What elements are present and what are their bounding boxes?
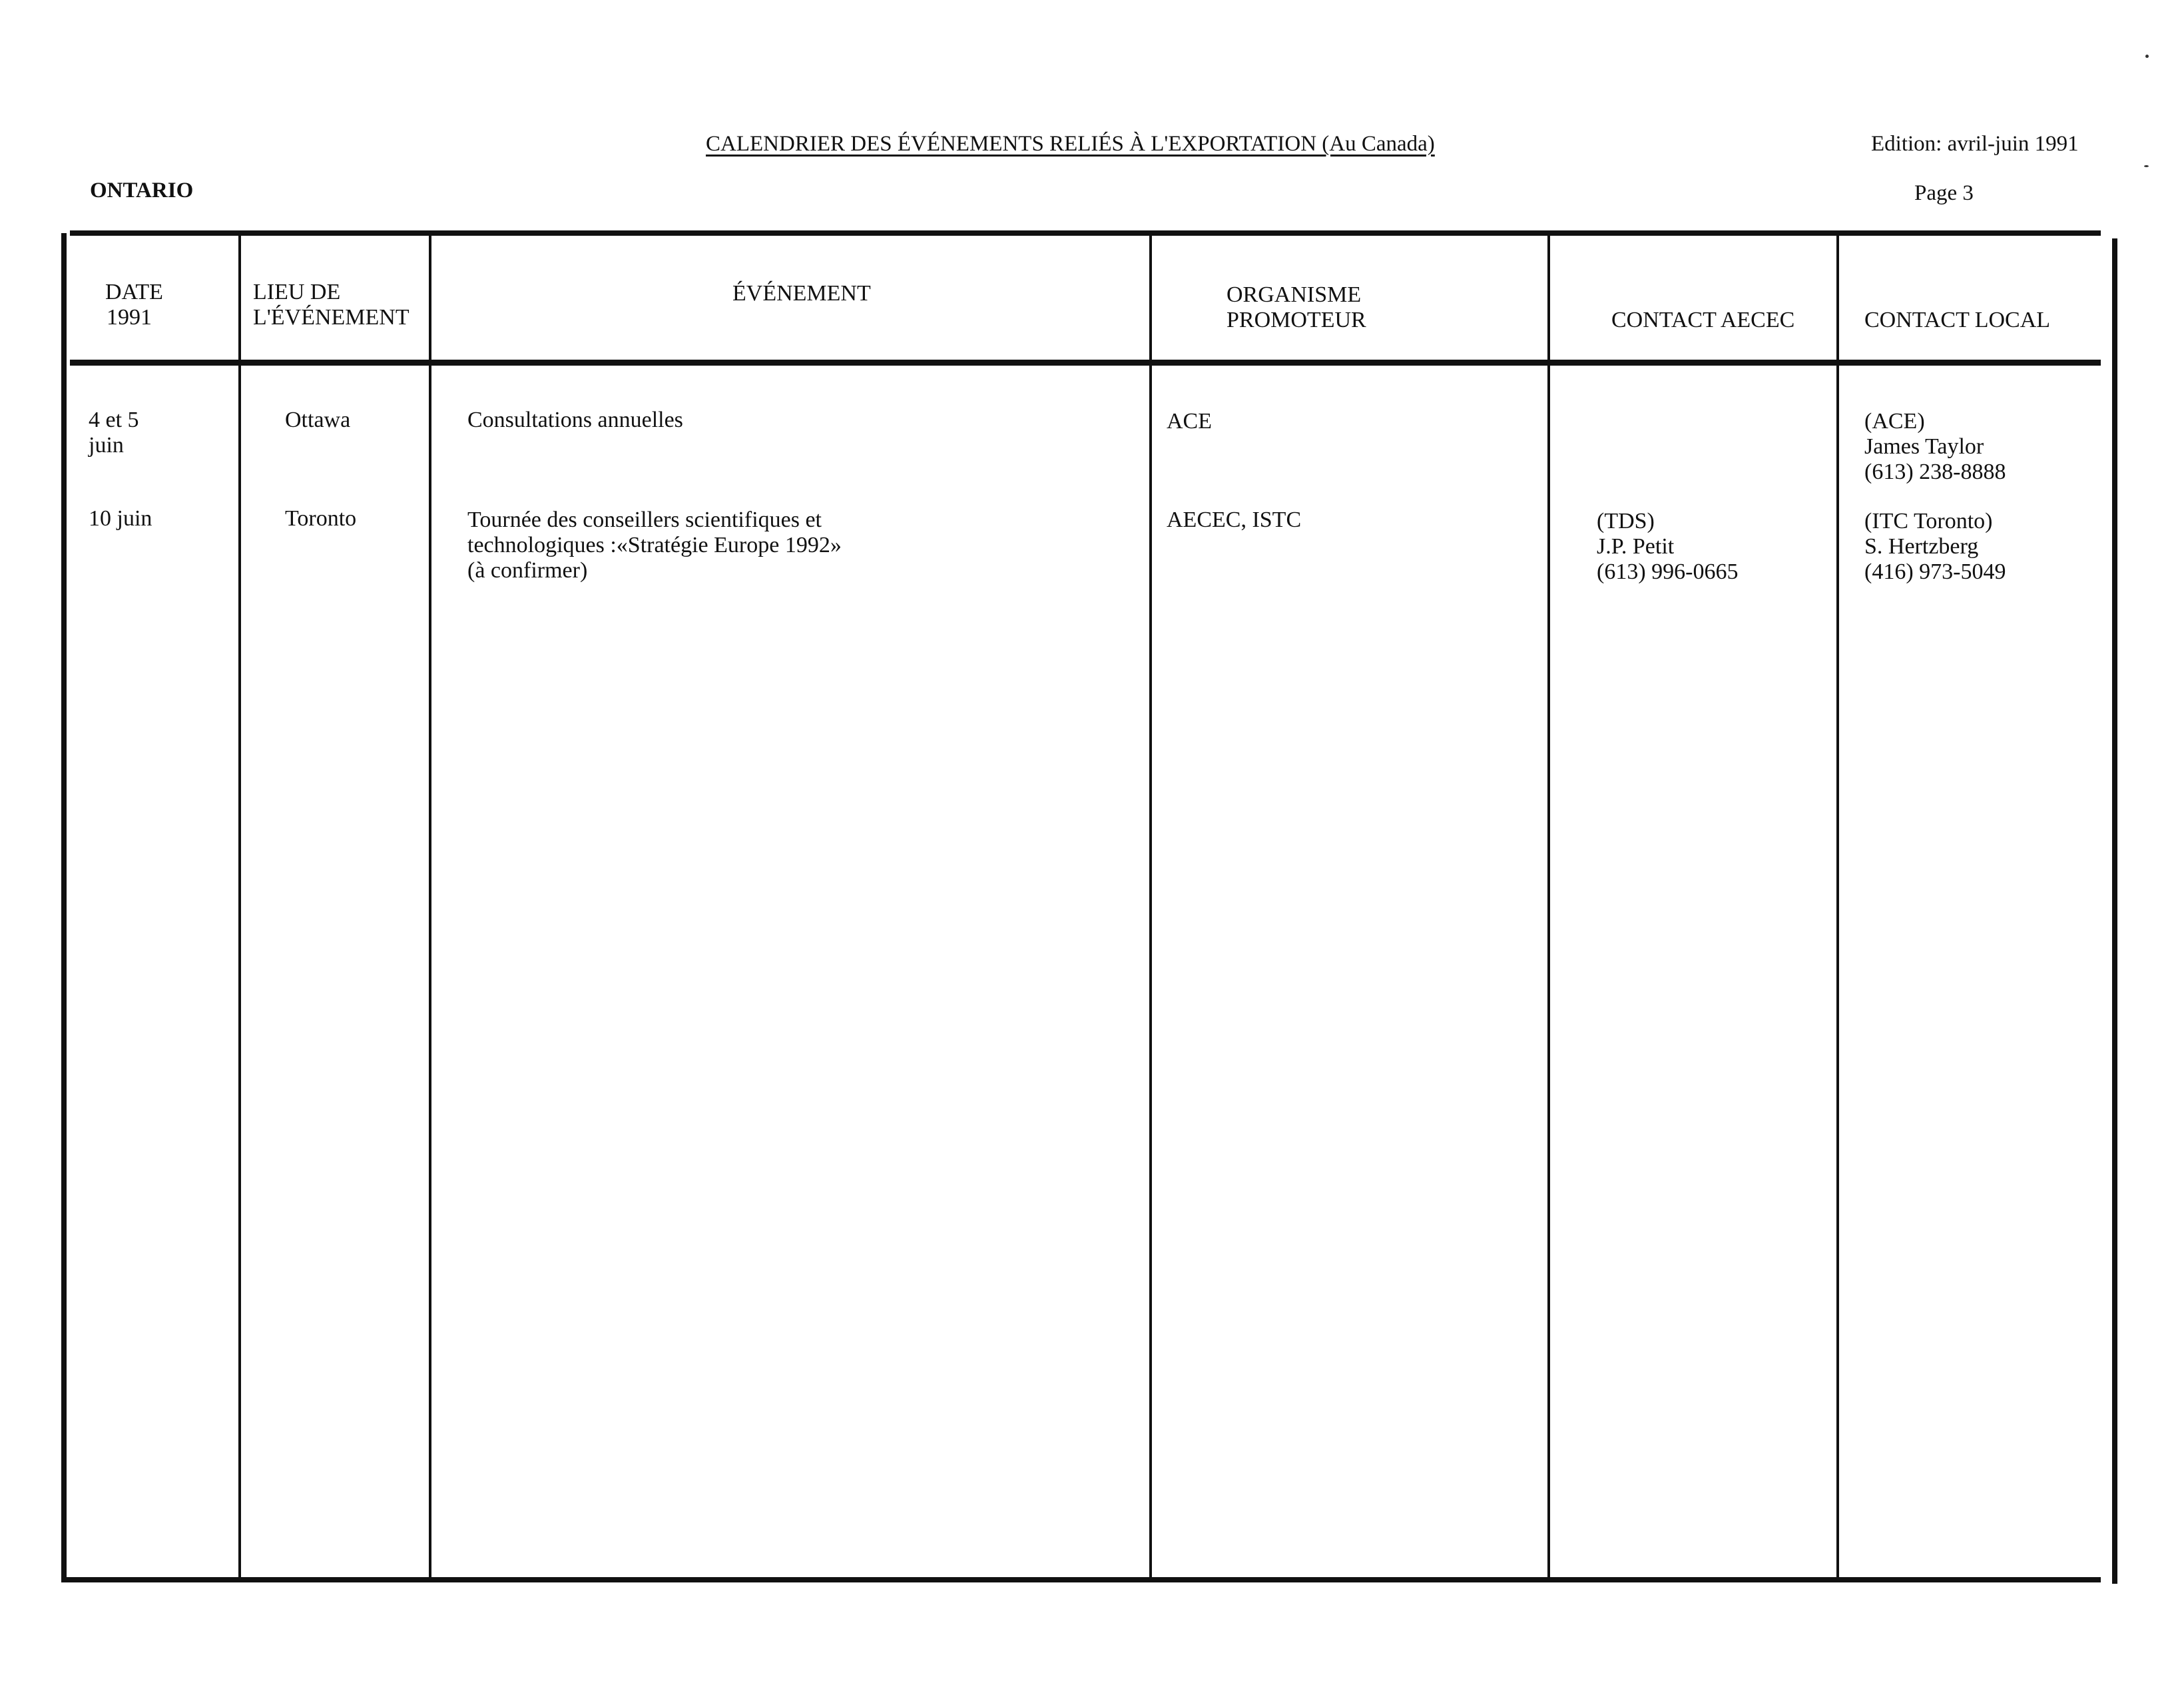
column-header-organisme (1227, 282, 1366, 333)
column-header-date-line2: 1991 (107, 305, 152, 330)
row-lieu: Toronto (285, 506, 357, 531)
row-organisme: AECEC, ISTC (1167, 508, 1302, 532)
column-divider-2 (429, 233, 431, 1581)
row-date: 10 juin (89, 506, 152, 531)
column-header-lieu-line1: LIEU DE (253, 280, 341, 304)
column-header-organisme-line2: PROMOTEUR (1227, 308, 1366, 332)
column-header-date (105, 280, 163, 330)
province-label: ONTARIO (90, 178, 194, 202)
column-header-date-line1: DATE (105, 280, 163, 304)
column-header-contact-aecec (1611, 308, 1794, 333)
table-top-border (70, 230, 2101, 236)
column-header-evenement-line1: ÉVÉNEMENT (732, 281, 871, 306)
table-right-border (2112, 238, 2117, 1584)
row-organisme: ACE (1167, 409, 1212, 434)
column-header-lieu (253, 280, 410, 330)
scan-speck (2145, 55, 2149, 58)
document-title: CALENDRIER DES ÉVÉNEMENTS RELIÉS À L'EXPORTATION (Au Canada) (706, 132, 1435, 156)
row-evenement: Tournée des conseillers scientifiques et technologiques :«Stratégie Europe 1992» (à confirmer) (467, 508, 842, 583)
column-header-organisme-line1: ORGANISME (1227, 282, 1362, 307)
column-header-contact-local-line1: CONTACT LOCAL (1864, 308, 2051, 332)
row-lieu: Ottawa (285, 408, 351, 432)
column-header-contact-aecec-line1: CONTACT AECEC (1611, 308, 1795, 332)
row-contact-aecec: (TDS) J.P. Petit (613) 996-0665 (1597, 509, 1739, 584)
row-contact-local: (ACE) James Taylor (613) 238-8888 (1864, 409, 2006, 484)
column-header-evenement (732, 281, 871, 306)
column-divider-5 (1836, 233, 1839, 1581)
row-evenement: Consultations annuelles (467, 408, 683, 432)
page-number: Page 3 (1914, 181, 1974, 205)
row-date: 4 et 5 juin (89, 408, 139, 458)
row-contact-local: (ITC Toronto) S. Hertzberg (416) 973-5049 (1864, 509, 2006, 584)
edition-label: Edition: avril-juin 1991 (1871, 132, 2079, 156)
column-divider-3 (1149, 233, 1152, 1581)
column-header-contact-local (1864, 308, 2050, 333)
table-left-border (61, 233, 67, 1581)
header-bottom-border (70, 360, 2101, 366)
column-header-lieu-line2: L'ÉVÉNEMENT (253, 305, 410, 330)
column-divider-1 (238, 233, 241, 1581)
table-bottom-border (61, 1577, 2101, 1582)
scan-speck (2144, 165, 2149, 167)
column-divider-4 (1547, 233, 1550, 1581)
